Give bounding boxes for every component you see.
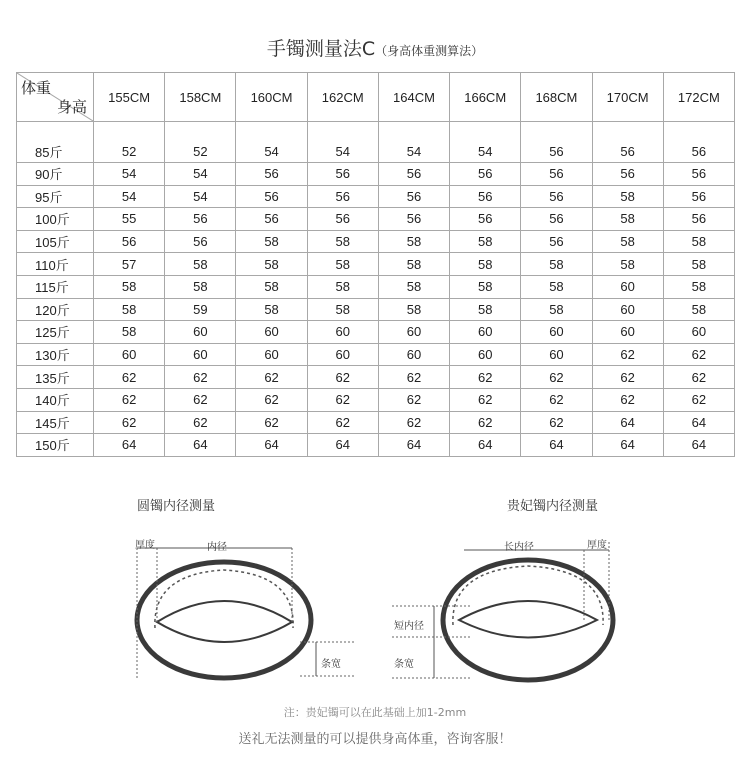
title-sub: （身高体重测算法） xyxy=(375,44,484,58)
size-cell: 62 xyxy=(663,388,734,411)
size-cell: 64 xyxy=(450,434,521,457)
weight-cell: 85斤 xyxy=(17,122,94,163)
size-cell: 62 xyxy=(307,411,378,434)
weight-cell: 135斤 xyxy=(17,366,94,389)
size-cell: 62 xyxy=(592,366,663,389)
size-cell: 64 xyxy=(592,434,663,457)
size-cell: 62 xyxy=(165,411,236,434)
size-cell: 54 xyxy=(378,122,449,163)
weight-cell: 125斤 xyxy=(17,321,94,344)
size-cell: 60 xyxy=(307,343,378,366)
size-cell: 62 xyxy=(307,366,378,389)
oval-width-label: 条宽 xyxy=(394,659,414,670)
height-header-cell: 168CM xyxy=(521,73,592,122)
oval-thickness-label: 厚度 xyxy=(587,540,607,551)
size-cell: 60 xyxy=(307,321,378,344)
size-cell: 62 xyxy=(663,366,734,389)
size-cell: 56 xyxy=(521,163,592,186)
size-cell: 54 xyxy=(450,122,521,163)
size-cell: 64 xyxy=(307,434,378,457)
size-cell: 56 xyxy=(450,163,521,186)
size-cell: 62 xyxy=(450,388,521,411)
size-cell: 60 xyxy=(94,343,165,366)
size-cell: 62 xyxy=(592,343,663,366)
size-cell: 64 xyxy=(165,434,236,457)
size-cell: 62 xyxy=(236,388,307,411)
size-cell: 60 xyxy=(378,343,449,366)
size-cell: 60 xyxy=(165,321,236,344)
size-cell: 58 xyxy=(236,230,307,253)
size-cell: 62 xyxy=(94,388,165,411)
round-width-label: 条宽 xyxy=(321,659,341,670)
size-cell: 55 xyxy=(94,208,165,231)
size-cell: 58 xyxy=(378,230,449,253)
height-header-cell: 166CM xyxy=(450,73,521,122)
size-cell: 58 xyxy=(378,275,449,298)
size-cell: 58 xyxy=(450,275,521,298)
size-cell: 60 xyxy=(592,321,663,344)
weight-cell: 100斤 xyxy=(17,208,94,231)
size-cell: 58 xyxy=(521,253,592,276)
size-cell: 62 xyxy=(236,411,307,434)
size-cell: 56 xyxy=(521,208,592,231)
size-cell: 58 xyxy=(450,230,521,253)
size-cell: 56 xyxy=(450,185,521,208)
size-cell: 58 xyxy=(450,253,521,276)
size-cell: 62 xyxy=(94,366,165,389)
size-cell: 56 xyxy=(521,230,592,253)
size-cell: 58 xyxy=(236,298,307,321)
weight-cell: 140斤 xyxy=(17,388,94,411)
size-cell: 56 xyxy=(307,208,378,231)
size-cell: 62 xyxy=(165,366,236,389)
size-cell: 56 xyxy=(94,230,165,253)
size-cell: 58 xyxy=(307,298,378,321)
corner-height-label: 身高 xyxy=(56,99,87,116)
size-cell: 58 xyxy=(236,275,307,298)
size-cell: 56 xyxy=(236,208,307,231)
weight-cell: 130斤 xyxy=(17,343,94,366)
oval-bangle-drawing xyxy=(392,542,613,680)
size-cell: 56 xyxy=(592,163,663,186)
size-cell: 54 xyxy=(307,122,378,163)
size-cell: 52 xyxy=(94,122,165,163)
size-cell: 58 xyxy=(307,275,378,298)
size-cell: 58 xyxy=(663,253,734,276)
size-cell: 58 xyxy=(94,275,165,298)
size-cell: 58 xyxy=(450,298,521,321)
size-cell: 62 xyxy=(378,411,449,434)
size-cell: 58 xyxy=(592,230,663,253)
size-cell: 60 xyxy=(592,275,663,298)
size-cell: 56 xyxy=(663,185,734,208)
round-thickness-label: 厚度 xyxy=(135,540,155,551)
size-cell: 64 xyxy=(592,411,663,434)
corner-weight-label: 体重 xyxy=(21,80,52,97)
size-cell: 62 xyxy=(521,388,592,411)
weight-cell: 95斤 xyxy=(17,185,94,208)
size-cell: 60 xyxy=(450,321,521,344)
height-header-cell: 164CM xyxy=(378,73,449,122)
size-cell: 62 xyxy=(663,343,734,366)
note-text: 注：贵妃镯可以在此基础上加1-2mm xyxy=(283,706,467,719)
size-cell: 58 xyxy=(521,275,592,298)
size-cell: 56 xyxy=(236,185,307,208)
size-cell: 62 xyxy=(307,388,378,411)
weight-cell: 120斤 xyxy=(17,298,94,321)
size-cell: 62 xyxy=(592,388,663,411)
size-cell: 56 xyxy=(307,163,378,186)
size-cell: 58 xyxy=(236,253,307,276)
weight-cell: 150斤 xyxy=(17,434,94,457)
height-header-cell: 170CM xyxy=(592,73,663,122)
round-bangle-title: 圆镯内径测量 xyxy=(137,499,216,514)
footer-text: 送礼无法测量的可以提供身高体重，咨询客服！ xyxy=(238,732,512,747)
height-header-cell: 160CM xyxy=(236,73,307,122)
size-cell: 54 xyxy=(94,163,165,186)
size-cell: 58 xyxy=(378,253,449,276)
size-cell: 60 xyxy=(165,343,236,366)
size-cell: 60 xyxy=(236,321,307,344)
size-cell: 56 xyxy=(663,208,734,231)
size-cell: 62 xyxy=(94,411,165,434)
size-cell: 56 xyxy=(592,122,663,163)
size-cell: 64 xyxy=(378,434,449,457)
size-cell: 58 xyxy=(592,208,663,231)
size-cell: 58 xyxy=(521,298,592,321)
size-cell: 57 xyxy=(94,253,165,276)
size-cell: 62 xyxy=(521,411,592,434)
size-cell: 62 xyxy=(450,411,521,434)
size-cell: 54 xyxy=(165,163,236,186)
size-cell: 56 xyxy=(450,208,521,231)
size-cell: 64 xyxy=(236,434,307,457)
size-cell: 56 xyxy=(165,208,236,231)
title-main: 手镯测量法C xyxy=(266,38,376,60)
size-cell: 58 xyxy=(378,298,449,321)
weight-cell: 115斤 xyxy=(17,275,94,298)
size-cell: 60 xyxy=(663,321,734,344)
size-cell: 54 xyxy=(165,185,236,208)
size-cell: 58 xyxy=(663,230,734,253)
size-cell: 58 xyxy=(307,230,378,253)
size-cell: 64 xyxy=(663,411,734,434)
size-cell: 58 xyxy=(165,253,236,276)
weight-cell: 110斤 xyxy=(17,253,94,276)
size-cell: 60 xyxy=(521,343,592,366)
oval-bangle-title: 贵妃镯内径测量 xyxy=(507,499,599,514)
size-cell: 62 xyxy=(521,366,592,389)
size-cell: 60 xyxy=(378,321,449,344)
size-cell: 56 xyxy=(521,185,592,208)
oval-long-diameter-label: 长内径 xyxy=(504,542,534,553)
weight-cell: 90斤 xyxy=(17,163,94,186)
size-cell: 58 xyxy=(592,185,663,208)
size-cell: 56 xyxy=(378,185,449,208)
size-cell: 56 xyxy=(236,163,307,186)
size-cell: 56 xyxy=(307,185,378,208)
height-header-cell: 172CM xyxy=(663,73,734,122)
size-cell: 62 xyxy=(450,366,521,389)
size-cell: 64 xyxy=(521,434,592,457)
size-cell: 60 xyxy=(592,298,663,321)
size-cell: 56 xyxy=(663,163,734,186)
size-cell: 54 xyxy=(94,185,165,208)
size-cell: 54 xyxy=(236,122,307,163)
weight-cell: 105斤 xyxy=(17,230,94,253)
size-cell: 58 xyxy=(165,275,236,298)
size-cell: 62 xyxy=(236,366,307,389)
size-cell: 62 xyxy=(378,388,449,411)
size-cell: 58 xyxy=(94,321,165,344)
round-inner-diameter-label: 内径 xyxy=(207,542,227,553)
height-header-cell: 162CM xyxy=(307,73,378,122)
height-header-cell: 158CM xyxy=(165,73,236,122)
size-cell: 56 xyxy=(378,163,449,186)
oval-short-diameter-label: 短内径 xyxy=(394,621,424,632)
size-cell: 62 xyxy=(165,388,236,411)
size-cell: 59 xyxy=(165,298,236,321)
size-cell: 56 xyxy=(521,122,592,163)
size-cell: 60 xyxy=(521,321,592,344)
size-cell: 58 xyxy=(94,298,165,321)
size-cell: 64 xyxy=(663,434,734,457)
size-cell: 64 xyxy=(94,434,165,457)
size-cell: 58 xyxy=(663,298,734,321)
size-cell: 58 xyxy=(592,253,663,276)
size-cell: 56 xyxy=(165,230,236,253)
size-cell: 52 xyxy=(165,122,236,163)
size-cell: 56 xyxy=(378,208,449,231)
size-cell: 60 xyxy=(236,343,307,366)
size-cell: 62 xyxy=(378,366,449,389)
size-cell: 58 xyxy=(663,275,734,298)
size-cell: 60 xyxy=(450,343,521,366)
size-cell: 56 xyxy=(663,122,734,163)
size-cell: 58 xyxy=(307,253,378,276)
weight-cell: 145斤 xyxy=(17,411,94,434)
height-header-cell: 155CM xyxy=(94,73,165,122)
